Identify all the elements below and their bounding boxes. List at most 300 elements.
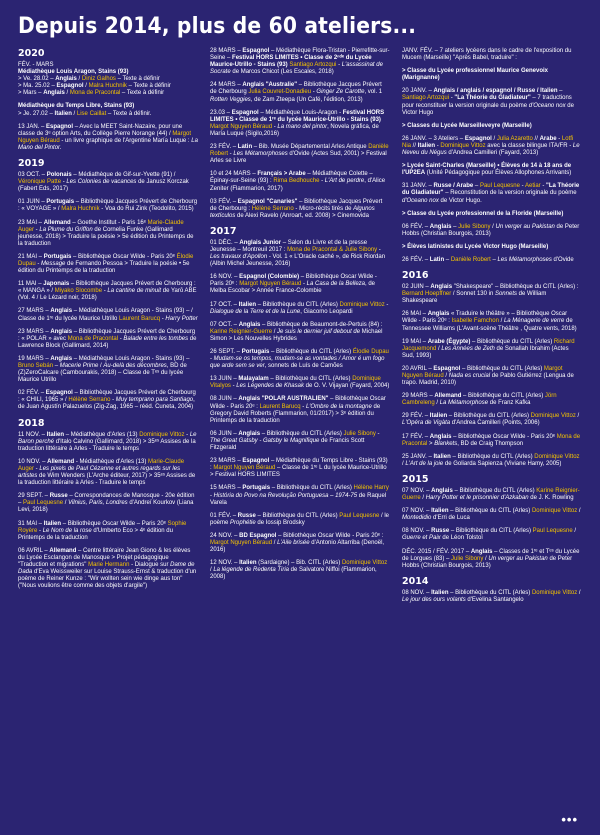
entry-text: , Giacomo Leopardi — [300, 308, 353, 315]
work-title: Au-delà des décombres — [103, 363, 167, 369]
entry-bold-text: Anglais — [50, 328, 73, 335]
entry-text: / Sonnet 130 in — [451, 291, 495, 298]
entry-text: de Léon Tolstoï — [440, 535, 483, 542]
entry-line — [402, 284, 582, 305]
work-title: d'Oceano nox — [402, 197, 439, 204]
workshop-entry — [18, 199, 198, 213]
entry-text: 24 NOV. – — [210, 532, 240, 539]
translator-name: Aetiar — [525, 183, 541, 190]
entry-text: - — [210, 492, 214, 499]
entry-text: – Bibliothèque du CITL (Arles) — [270, 485, 354, 492]
entry-text: d'Evelina Santangelo — [465, 596, 524, 603]
entry-bold-text: Italien — [431, 589, 449, 596]
entry-text: – Bibliothèque du CITL (Arles) — [460, 365, 544, 372]
entry-text: 17 OCT. – — [210, 301, 239, 308]
entry-text: / — [64, 90, 70, 97]
workshop-entry — [18, 459, 198, 487]
entry-text: - — [35, 260, 42, 267]
entry-text: DÉC. 2015 / FÉV. 2017 – — [402, 548, 471, 555]
entry-text: 19 MARS – — [18, 355, 51, 362]
translator-name: Dominique Vittoz — [339, 301, 385, 308]
translator-name: Hélène Serrano — [68, 397, 111, 404]
entry-text: 06 AVRIL – — [18, 547, 50, 554]
entry-bold-text: Italien — [239, 560, 257, 567]
entry-text: , d'Alice Zeniter (Flammarion, 2017) — [210, 178, 386, 192]
entry-text: 24 MARS – — [210, 82, 243, 89]
translator-name: Richard Jacquemond — [402, 338, 575, 352]
translator-name: Marie Hermann — [88, 561, 130, 568]
entry-text: - un livre graphique de l'Argentine María Luque : — [59, 137, 192, 144]
translator-name: Julia Couvret-Donadieu — [248, 89, 312, 96]
entry-text: 06 JUIN – — [210, 430, 239, 437]
entry-text: - Médiathèque d'Arles (13) — [74, 458, 149, 465]
entry-text: 02 JUIN – — [402, 284, 431, 291]
entry-text: 27 MARS – — [18, 308, 51, 315]
entry-bold-text: > Élèves latinistes du Lycée Victor Hugo (Marseille) — [402, 243, 549, 250]
entry-text: - — [228, 151, 234, 158]
translator-name: Dominique Vittoz — [341, 560, 388, 567]
entry-bold-text: Russe / Arabe — [433, 183, 474, 190]
entry-text: 06 FÉV. – — [402, 223, 430, 230]
translator-name: Karine Reignier-Guerre — [210, 328, 273, 335]
entry-text: d'Erri de Luca — [431, 515, 470, 522]
entry-line — [18, 111, 198, 118]
entry-bold-text: > Classes du Lycée Marseilleveyre (Marseille) — [402, 122, 532, 129]
entry-bold-text: Japonais — [43, 281, 70, 288]
translator-name: Jörn Cambreleng — [402, 393, 557, 407]
entry-text: 29 FÉV. – — [402, 413, 430, 420]
translator-name: Dominique Vittoz — [440, 142, 486, 149]
entry-text: / — [577, 508, 581, 515]
entry-line — [402, 413, 582, 427]
entry-text: 01 FÉV. – — [210, 512, 238, 519]
entry-text: – Médiathèque Louis Aragon - Stains (93) – / Classe de 1ʳᵉ du lycée Maurice Utrillo — [18, 308, 193, 322]
work-title: La Ménagerie de verre — [503, 318, 565, 325]
year-heading: 2014 — [402, 575, 429, 587]
entry-line — [210, 458, 390, 479]
entry-text: // — [532, 135, 540, 142]
entry-text: / — [572, 528, 577, 535]
entry-text: 02 FÉV. – — [18, 390, 46, 397]
translator-name: Santiago Artozqui — [289, 62, 337, 69]
work-title: La légende de Redenta Tiria — [213, 567, 290, 574]
entry-text: 01 JUIN – — [18, 199, 47, 206]
translator-name: Dominique Vittoz — [534, 453, 580, 460]
workshop-entry — [402, 528, 582, 542]
entry-text: - — [384, 301, 389, 308]
entry-line — [18, 493, 198, 514]
workshop-entry — [18, 172, 198, 193]
entry-text: – Bibliothèque du CITL (Arles) — [268, 376, 353, 383]
workshop-entry — [210, 485, 390, 506]
year-heading: 2018 — [18, 417, 45, 429]
entry-text: d'Ovide (Actes Sud, 2001) > Festival Arles se Livre — [210, 151, 387, 165]
entry-bold-text: Anglais — [43, 90, 65, 97]
entry-text: 16 NOV. – — [210, 274, 240, 281]
entry-bold-text: Médiathèque Louis Aragon, Stains (93) — [18, 69, 129, 76]
entry-text: – Médiathèque d'Arles (13) — [64, 431, 140, 438]
entry-text: – Goethe Institut - Paris 16ᵉ — [70, 219, 148, 226]
entry-text: de Iossip Brodsky — [255, 519, 305, 526]
entry-text: - — [34, 226, 40, 233]
entry-text: – Bibliothèque du CITL (Arles) — [452, 487, 537, 494]
more-dots-button[interactable]: ••• — [561, 812, 578, 827]
translator-name: Hélène Harry — [353, 485, 389, 492]
workshop-entry — [402, 339, 582, 360]
entry-bold-text: Arabe — [539, 135, 557, 142]
workshop-entry — [402, 434, 582, 448]
entry-text: d'Italo Calvino (Gallimard, 2018) > 35ᵉˢ Assises de la traduction littéraire à Arles - Traduire le temps — [18, 438, 196, 452]
work-title: The Great Gatsby - Gatsby le Magnifique — [210, 437, 320, 444]
work-title: Nada es crucial — [448, 373, 491, 379]
entry-text: – Bibliothèque du CITL (Arles) — [447, 413, 531, 420]
entry-text: / — [498, 318, 504, 325]
entry-text: 23.03 – — [210, 109, 232, 116]
entry-line — [402, 311, 582, 332]
translator-name: Hélène Serrano — [251, 205, 294, 212]
workshop-entry — [210, 349, 390, 370]
entry-line — [18, 220, 198, 248]
work-title: Le jour des ours volants — [402, 596, 466, 603]
entry-text: 07 OCT. – — [210, 321, 239, 328]
work-title: Les Années de Zeth — [441, 345, 495, 352]
workshop-entry — [402, 393, 582, 407]
work-title: Prophétie — [230, 519, 256, 526]
work-title: La cantine de minuit — [107, 288, 162, 295]
entry-text: – Texte à définir — [126, 83, 171, 90]
workshop-entry — [18, 521, 198, 542]
translator-name: Diniz Galhos — [81, 76, 116, 83]
entry-bold-text: > Classe du Lycée professionnel de la Floride (Marseille) — [402, 210, 564, 217]
entry-text: 13 JUIN – — [210, 376, 239, 383]
entry-text: 20 AVRIL – — [402, 365, 434, 372]
work-title: Dame de Dada — [18, 561, 195, 576]
entry-text: 10 NOV. – — [18, 458, 48, 465]
translator-name: Marie-Claude Auger — [18, 458, 185, 472]
translator-name: Dominique Vittoz — [531, 589, 578, 596]
workshop-entry — [18, 281, 198, 302]
entry-text: - — [556, 135, 562, 142]
entry-text: d'Andrea Camilleri (Fayard, 2013) — [446, 150, 539, 157]
entry-line — [402, 590, 582, 604]
entry-line — [18, 76, 198, 83]
entry-text: / — [71, 110, 77, 117]
workshop-entry — [210, 396, 390, 424]
entry-bold-text: Allemand — [47, 458, 75, 465]
entry-text: 26 FÉV. – — [402, 256, 430, 263]
entry-line — [18, 103, 198, 110]
entry-text: > Je. 27.02 – — [18, 110, 55, 117]
entry-bold-text: Italien — [54, 110, 72, 117]
work-title: La Casa de la Belleza — [306, 281, 366, 288]
workshop-entry — [402, 590, 582, 604]
entry-bold-text: Espagnol — [242, 458, 270, 465]
entry-bold-text: Allemand — [434, 393, 462, 400]
entry-text: de Victor Hugo. — [438, 197, 482, 204]
entry-line — [210, 396, 390, 424]
entry-line — [210, 533, 390, 554]
entry-bold-text: Français > Arabe — [257, 171, 306, 178]
work-title: Balade entre les tombes — [123, 335, 189, 342]
entry-text: , de Zam Zteepa (Un Café, l'édition, 2013) — [250, 96, 363, 103]
entry-line — [210, 302, 390, 316]
entry-line — [18, 172, 198, 193]
entry-text: / — [436, 345, 442, 352]
entry-text: - — [311, 89, 317, 96]
entry-text: – Médiathèque Louis Aragon - Stains (93) – — [72, 355, 190, 362]
entry-text: de Francis Scott Fitzgerald — [210, 437, 365, 452]
entry-text: – Bibliothèque du CITL (Arles) — [448, 508, 532, 515]
workshop-entry — [402, 211, 582, 218]
entry-bold-text: BD Espagnol — [239, 532, 277, 539]
entry-text: (Sardaigne) – Bib. CITL (Arles) — [256, 560, 342, 567]
entry-text: / — [575, 413, 580, 420]
entry-text: – — [557, 88, 563, 95]
entry-bold-text: Russe — [237, 512, 256, 519]
work-title: d'Oceano nox — [528, 102, 566, 109]
entry-text: d'Antonio Altarriba (Denoël, 2016) — [210, 539, 385, 554]
workshop-entry — [210, 560, 390, 581]
translator-name: Miyako Slocombe — [54, 288, 103, 295]
entry-text: > Mars – — [18, 90, 44, 97]
entry-line — [18, 199, 198, 213]
entry-line — [402, 434, 582, 448]
entry-text: / — [210, 567, 214, 574]
workshop-entry — [402, 88, 582, 116]
entry-line — [402, 257, 582, 264]
entry-text: 12 NOV. – — [210, 560, 240, 567]
entry-text: "Shakespeare" – Bibliothèque du CITL (Arles) : — [452, 284, 579, 291]
translator-name: Margot Nguyen Béraud — [213, 465, 276, 472]
entry-line — [210, 485, 390, 506]
workshop-entry — [402, 224, 582, 238]
entry-bold-text: Russe — [431, 528, 450, 535]
entry-text: - — [102, 288, 108, 295]
work-title: Vilnius, Paris, Londres — [68, 500, 128, 507]
entry-text: / — [577, 589, 581, 596]
entry-text: , de Juan Agustín Palazuelos (Zig-Zag, 1965 – rééd. Cuneta, 2004) — [18, 397, 195, 411]
entry-bold-text: Portugais — [241, 349, 270, 355]
entry-bold-text: Italien — [238, 301, 257, 308]
year-heading: 2020 — [18, 48, 45, 59]
translator-name: Dominique Vitalyos — [210, 376, 381, 390]
workshop-entry — [402, 311, 582, 332]
translator-name: Lotfi Nia — [402, 135, 574, 149]
translator-name: Sophie Royère — [18, 520, 187, 534]
entry-text: 21 MAI – — [18, 253, 44, 260]
translator-name: Mona de Pracontal — [67, 335, 119, 342]
work-title: L'Ombre de la montagne — [305, 403, 372, 410]
entry-text: – Texte à définir — [120, 90, 165, 97]
workshop-entry — [210, 82, 390, 103]
workshop-entry — [210, 199, 390, 220]
work-title: Les Métamorphoses — [497, 256, 552, 263]
translator-name: Margot Nguyen Béraud — [402, 365, 563, 379]
entry-bold-text: Portugais — [46, 199, 75, 206]
entry-text: de Pablo Gutiérrez (Lengua de trapo. Madrid, 2010) — [402, 373, 574, 387]
entry-line — [402, 136, 582, 157]
work-title: Les travaux d'Apollon — [210, 254, 268, 261]
translator-name: Margot Nguyen Béraud — [239, 281, 302, 288]
entry-text: / — [402, 460, 406, 467]
entry-bold-text: Italien — [433, 453, 451, 460]
entry-text: de Victor Hugo — [402, 102, 574, 116]
entry-text: de Alexi Ravelo (Anroart, ed. 2008) > Cinemovida — [235, 212, 369, 219]
workshop-entry — [402, 244, 582, 251]
entry-text: - — [375, 430, 380, 437]
entry-text: 31 MAI – — [18, 520, 44, 527]
entry-text: 01 DÉC. – — [210, 239, 240, 246]
entry-text: 31 JANV. – — [402, 183, 434, 190]
entry-text: – Bibliothèque du CITL (Arles) — [448, 589, 532, 596]
year-heading: 2019 — [18, 158, 45, 170]
entry-text: 26 SEPT. – — [210, 349, 242, 355]
entry-text: Michael Simon > Les Nouvelles Hybrides — [210, 328, 383, 342]
entry-text: – — [451, 223, 459, 230]
entry-bold-text: "La Théorie du Gladiateur" — [454, 95, 531, 102]
entry-text: de Gregory David Roberts (Flammarion, 01/2017) > 3ᵉ édition du Printemps de la traduction — [210, 403, 381, 424]
entry-line — [18, 90, 198, 97]
entry-text: > — [427, 440, 435, 447]
entry-line — [402, 211, 582, 218]
translator-name: Santiago Artozqui — [402, 95, 450, 102]
translator-name: Julia Azaretto — [496, 135, 533, 142]
entry-line — [210, 376, 390, 390]
entry-line — [402, 454, 582, 468]
workshop-entry — [210, 302, 390, 316]
work-title: Les pixels de Paul Cézanne et autres regards sur les artistes — [18, 465, 181, 480]
entry-text: 08 NOV. – — [402, 528, 432, 535]
entry-bold-text: Russe — [49, 493, 68, 500]
entry-text: 17 FÉV. – — [402, 433, 430, 440]
entry-text: 19 MAI – — [402, 338, 428, 345]
entry-text: de Cornelia Funke (Gallimard jeunesse, 2018) > Traduire la poésie > 5e édition du Printemps de la traduction — [18, 226, 194, 247]
workshop-entry — [210, 240, 390, 268]
translator-name: Malra Huchnik — [88, 83, 127, 90]
entry-line — [210, 560, 390, 581]
entry-text: « Traduire le théâtre » – Bibliothèque Oscar Wilde - Paris 20ᵉ : — [402, 311, 568, 325]
entry-text: – Médiathèque Colette – Épinay-sur-Seine (93) : — [210, 171, 373, 185]
work-title: Sonnets — [494, 291, 517, 298]
entry-text: / — [63, 500, 69, 507]
entry-bold-text: Anglais "POLAR AUSTRALIEN" — [238, 396, 329, 403]
entry-text: – Médiathèque Louis-Aragon - — [258, 109, 343, 116]
translator-name: Julie Sibony — [343, 430, 376, 437]
year-heading: 2015 — [402, 473, 429, 485]
workshop-entry — [402, 163, 582, 177]
translator-name: Rima Bedhouche — [273, 178, 320, 185]
entry-line — [402, 366, 582, 387]
work-title: Je suis le dernier juif debout de — [277, 328, 361, 335]
entry-text: - — [449, 95, 455, 102]
entry-text: 08 JUIN – — [210, 396, 239, 403]
entry-text: / — [483, 555, 489, 562]
entry-text: – Bibliothèque Oscar Wilde - Paris 20ᵉ : — [210, 396, 386, 410]
translator-name: Paul Lequesne — [23, 500, 64, 507]
workshop-entry — [18, 124, 198, 152]
entry-text: (Unité Pédagogique pour Élèves Allophones Arrivants) — [425, 170, 572, 177]
entry-text: – Bib. Musée Départemental Arles Antique — [252, 144, 369, 151]
work-title: Harry Potter et le prisonnier d'Azkaban — [425, 495, 529, 502]
entry-line — [18, 521, 198, 542]
entry-text: / — [76, 76, 82, 83]
entry-line — [402, 68, 582, 82]
translator-name: Paul Lequesne — [339, 512, 380, 519]
entry-text: – Bibliothèque du CITL (Arles) — [461, 393, 545, 400]
entry-bold-text: Espagnol — [56, 83, 84, 90]
entry-bold-text: Allemand — [49, 547, 77, 554]
entry-text: de Raquel Varela — [210, 492, 387, 506]
entry-bold-text: Espagnol — [231, 109, 259, 116]
entry-bold-text: > Lycée Saint-Charles (Marseille) • Élèves de 14 à 18 ans de l'UP2EA — [402, 163, 572, 177]
entry-text: – Bibliothèque du CITL (Arles) — [470, 338, 554, 345]
entry-text: de Marcos Chicot (Les Escales, 2018) — [230, 69, 334, 76]
entry-bold-text: Italien — [431, 508, 449, 515]
entry-text: avec la classe bilingue ITA/FR - — [485, 142, 573, 149]
entry-text: – Bibliothèque Oscar Wilde – Paris 20ᵉ — [61, 520, 168, 527]
entry-text: - Voa do Rui Zink (Teodolito, 2015) — [99, 206, 194, 213]
workshop-entry — [402, 284, 582, 305]
entry-line — [18, 308, 198, 322]
entry-text: - — [336, 62, 342, 69]
entry-text: > Ve. 28.02 – — [18, 76, 56, 83]
translator-name: Véronique Patte — [18, 179, 62, 186]
translator-name: Bruno Sebán — [18, 363, 54, 369]
entry-bold-text: Polonais — [46, 172, 72, 179]
entry-text: / — [490, 223, 496, 230]
entry-bold-text: Anglais — [430, 284, 453, 291]
entry-text: – — [444, 256, 451, 263]
entry-bold-text: Espagnol — [45, 390, 73, 397]
entry-text: – 7 traductions pour reconstituer la version originale du poème — [402, 95, 572, 109]
workshop-entry — [210, 322, 390, 343]
workshop-entry — [18, 62, 198, 97]
entry-text: 07 NOV. – — [402, 487, 432, 494]
entry-bold-text: Italien — [429, 413, 448, 420]
entry-text: – — [53, 363, 60, 369]
entry-text: 03 OCT. – — [18, 172, 47, 179]
entry-text: – Bibliothèque du CITL (Arles) — [256, 301, 340, 308]
entry-line — [210, 513, 390, 527]
translator-name: Danièle Robert — [450, 256, 491, 263]
translator-name: Julie Sibony — [451, 555, 484, 562]
entry-bold-text: Latin — [237, 144, 253, 151]
entry-bold-text: Anglais — [427, 311, 450, 318]
workshop-entry — [210, 431, 390, 452]
entry-line — [210, 431, 390, 452]
translator-name: Lise Caillat — [76, 110, 107, 117]
translator-name: Malra Huchnik — [61, 206, 100, 213]
work-title: Les Colonies de vacances — [66, 179, 137, 186]
entry-text: – Classe de 1ʳᵉ L du lycée Maurice-Utrillo > Festival HORS LIMITES — [210, 465, 387, 479]
entry-line — [18, 83, 198, 90]
translator-name: Margot Nguyen Béraud — [210, 123, 273, 130]
workshop-entry — [18, 103, 198, 117]
work-title: Le Baron perché — [18, 431, 197, 445]
column-3 — [402, 48, 582, 610]
workshop-entry — [402, 549, 582, 570]
workshop-entry — [402, 48, 582, 62]
entry-text: 07 NOV. – — [402, 508, 432, 515]
work-title: L'Art de perdre — [324, 178, 365, 185]
entry-text: , BD de Craig Thompson — [457, 440, 524, 447]
workshop-entry — [210, 274, 390, 295]
work-title: Les Légendes de Khasak — [236, 383, 304, 390]
entry-text: d'Andreï Kourkov (Liana Levi, 2018) — [18, 500, 194, 514]
entry-text: de Goliarda Sapienza (Viviane Hamy, 2005) — [443, 460, 562, 467]
entry-text: de Janusz Korczak (Fabert Eds, 2017) — [18, 179, 189, 193]
entry-line — [210, 171, 390, 192]
